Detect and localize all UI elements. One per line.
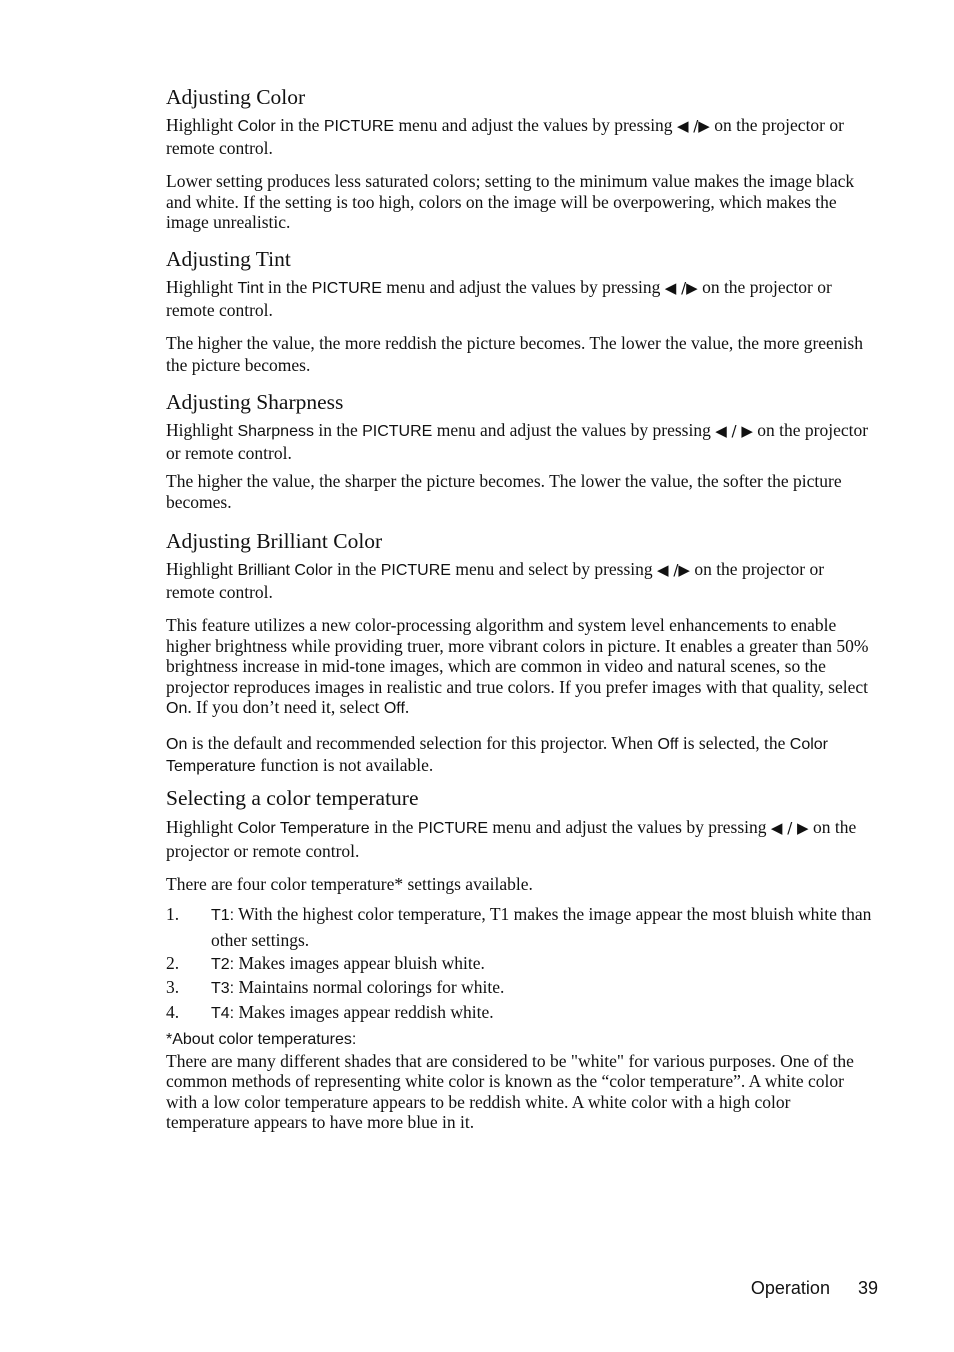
section-sharpness xyxy=(166,389,872,512)
note-title: *About color temperatures: xyxy=(166,1030,357,1048)
list-text: Makes images appear reddish white. xyxy=(234,1001,494,1022)
menu-item-brilliant-color: Brilliant Color xyxy=(237,562,333,579)
section-color-temperature xyxy=(166,785,872,1133)
menu-picture: PICTURE xyxy=(362,423,433,440)
brilliant-instruction xyxy=(166,559,872,602)
section-tint xyxy=(166,246,872,376)
heading-adjusting-color: Adjusting Color xyxy=(166,85,306,109)
list-number: 2. xyxy=(166,952,180,973)
page-footer xyxy=(600,1277,878,1299)
text: is selected, the xyxy=(678,732,790,753)
left-right-arrow-icon: ◀ / ▶ xyxy=(770,819,809,837)
left-right-arrow-icon: ◀ /▶ xyxy=(676,117,710,135)
heading-adjusting-brilliant-color: Adjusting Brilliant Color xyxy=(166,529,383,553)
option-on: On xyxy=(166,700,188,717)
list-text: With the highest color temperature, T1 makes the image appear the most bluish white than other settings. xyxy=(211,903,872,950)
list-number: 3. xyxy=(166,976,180,997)
list-item xyxy=(166,1000,872,1026)
setting-t3: T3: xyxy=(211,979,235,997)
text: on the projector or remote control. xyxy=(166,559,825,602)
menu-item-color-temperature: Color Temperature xyxy=(237,820,370,837)
list-number: 1. xyxy=(166,903,180,924)
text: menu and select by pressing xyxy=(450,559,658,579)
list-item xyxy=(166,952,872,976)
brilliant-default-note xyxy=(166,733,872,778)
menu-item-color-temperature: Color Temperature xyxy=(166,735,828,775)
menu-item-color: Color xyxy=(237,118,276,135)
setting-t2: T2: xyxy=(211,955,235,973)
menu-item-tint: Tint xyxy=(237,280,264,297)
text: Highlight xyxy=(166,559,238,579)
text: Highlight xyxy=(166,420,238,440)
text: is the default and recommended selection for this projector. When xyxy=(187,732,658,753)
temperature-instruction xyxy=(166,816,872,862)
list-text: Maintains normal colorings for white. xyxy=(234,976,505,997)
text: function is not available. xyxy=(255,755,434,775)
section-color xyxy=(166,84,872,233)
text: Highlight xyxy=(166,817,238,837)
heading-adjusting-tint: Adjusting Tint xyxy=(166,247,291,271)
brilliant-description xyxy=(166,615,872,720)
setting-t4: T4: xyxy=(211,1004,235,1022)
menu-picture: PICTURE xyxy=(323,118,395,135)
text: menu and adjust the values by pressing xyxy=(488,817,771,837)
menu-picture: PICTURE xyxy=(311,280,382,297)
note-text: There are many different shades that are considered to be "white" for various purposes. One of the common methods of representing white color is known as the “color temperature”. A white color with a low color temperature appears to be reddish white. A white color with a high color temperature appears to have more blue in it. xyxy=(166,1050,854,1132)
text: in the xyxy=(332,559,381,579)
text: . xyxy=(404,697,410,717)
list-text: Makes images appear bluish white. xyxy=(234,952,485,973)
sharpness-description: The higher the value, the sharper the picture becomes. The lower the value, the softer the picture becomes. xyxy=(166,471,842,512)
text: in the xyxy=(369,817,418,837)
section-brilliant-color xyxy=(166,528,872,778)
temperature-list xyxy=(166,902,872,1026)
sharpness-instruction xyxy=(166,420,872,463)
text: on the projector or remote control. xyxy=(166,277,832,320)
text: in the xyxy=(313,420,363,440)
list-number: 4. xyxy=(166,1001,180,1022)
heading-adjusting-sharpness: Adjusting Sharpness xyxy=(166,390,344,414)
list-item xyxy=(166,976,872,1000)
text: Highlight xyxy=(166,115,238,135)
temperature-intro: There are four color temperature* settings available. xyxy=(166,874,533,894)
text: on the projector or remote control. xyxy=(166,115,844,158)
text: menu and adjust the values by pressing xyxy=(432,420,716,440)
footer-section-title: Operation xyxy=(750,1278,830,1298)
color-description: Lower setting produces less saturated colors; setting to the minimum value makes the image black and white. If the setting is too high, colors on the image will be overpowering, which makes the image unrealistic. xyxy=(166,171,855,232)
text: This feature utilizes a new color-processing algorithm and system level enhancements to enable higher brightness while providing truer, more vibrant colors in picture. It enables a greater than 50% brightness increase in mid-tone images, which are common in video and natural scenes, so the projector reproduces images in realistic and true colors. If you prefer images with that quality, select xyxy=(166,615,869,697)
list-item xyxy=(166,902,872,952)
menu-picture: PICTURE xyxy=(417,820,489,837)
heading-selecting-color-temperature: Selecting a color temperature xyxy=(166,786,419,810)
tint-description: The higher the value, the more reddish the picture becomes. The lower the value, the more greenish the picture becomes. xyxy=(166,333,863,375)
option-off: Off xyxy=(383,700,405,717)
text: menu and adjust the values by pressing xyxy=(381,277,665,297)
text: in the xyxy=(263,277,312,297)
menu-item-sharpness: Sharpness xyxy=(237,423,314,440)
left-right-arrow-icon: ◀ / ▶ xyxy=(715,422,753,440)
left-right-arrow-icon: ◀ /▶ xyxy=(664,279,698,297)
option-on: On xyxy=(166,735,188,753)
color-instruction xyxy=(166,115,872,158)
tint-instruction xyxy=(166,277,872,320)
text: menu and adjust the values by pressing xyxy=(394,115,677,135)
text: in the xyxy=(275,115,324,135)
text: on the projector or remote control. xyxy=(166,817,857,861)
text: Highlight xyxy=(166,277,238,297)
left-right-arrow-icon: ◀ /▶ xyxy=(657,561,690,579)
menu-picture: PICTURE xyxy=(380,562,451,579)
text: on the projector or remote control. xyxy=(166,420,869,463)
page-number: 39 xyxy=(857,1278,878,1298)
text: . If you don’t need it, select xyxy=(187,697,384,717)
setting-t1: T1: xyxy=(211,906,235,924)
option-off: Off xyxy=(657,735,679,753)
